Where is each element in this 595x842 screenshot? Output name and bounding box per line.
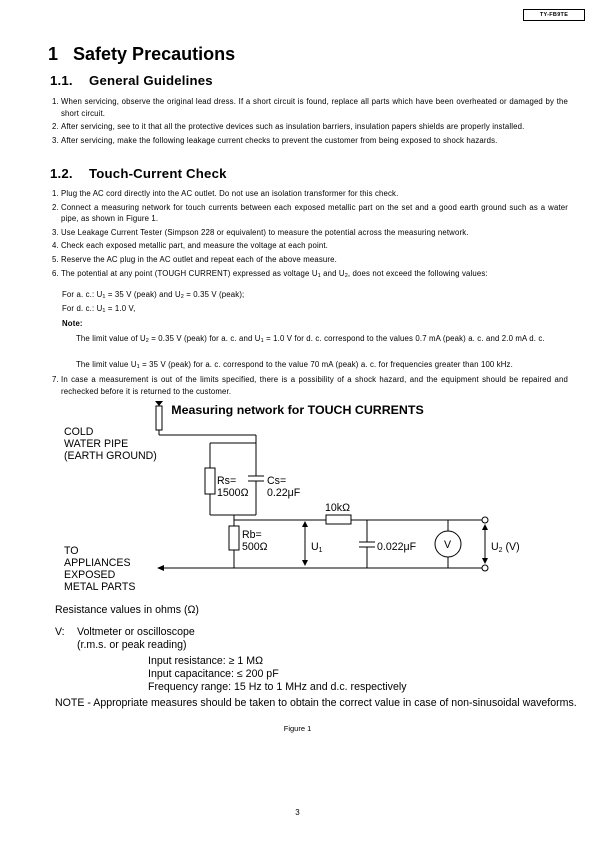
note-label: Note: bbox=[62, 319, 83, 328]
water-pipe-probe bbox=[156, 406, 162, 430]
list-item: 3. Use Leakage Current Tester (Simpson 228 or equivalent) to measure the potential across the measuring network. bbox=[52, 227, 469, 237]
figure-caption: Figure 1 bbox=[283, 724, 312, 733]
label-rs: Rs= bbox=[217, 475, 237, 487]
u1-arrow-head-bottom bbox=[302, 560, 308, 566]
input-capacitance: Input capacitance: ≤ 200 pF bbox=[148, 668, 279, 680]
u2-arrow-head-top bbox=[482, 524, 488, 530]
voltmeter-label: V: bbox=[55, 626, 65, 638]
label-earth-ground: (EARTH GROUND) bbox=[64, 450, 157, 462]
terminal-u2-top bbox=[482, 517, 488, 523]
list-item: 2. Connect a measuring network for touch currents between each exposed metallic part on the set and a good earth ground such as a water pipe, as shown in Figure 1. bbox=[52, 202, 568, 224]
list-item: 7. In case a measurement is out of the limits specified, there is a possibility of a shock hazard, and the equipment should be repaired and rechecked before it is returned to the customer. bbox=[52, 375, 568, 396]
heading-number: 1.2. bbox=[50, 166, 73, 181]
terminal-u2-bottom bbox=[482, 565, 488, 571]
voltmeter-desc-2: (r.m.s. or peak reading) bbox=[77, 639, 187, 651]
label-voltmeter: V bbox=[444, 539, 452, 551]
label-rb-value: 500Ω bbox=[242, 541, 268, 553]
heading-number: 1.1. bbox=[50, 73, 73, 88]
probe-tip bbox=[155, 401, 163, 406]
u1-arrow-head-top bbox=[302, 521, 308, 527]
list-item: 6. The potential at any point (TOUGH CURRENT) expressed as voltage $U_1$ and $U_2$, does not exceed the following values: bbox=[52, 268, 488, 279]
note-text-1: The limit value of $U_2 = 0.35$ V (peak) for a. c. and $U_1 = 1.0$ V for d. c. correspond to the values 0.7 mA (peak) a. c. and 2.0 mA d. c. bbox=[76, 334, 545, 344]
label-cs-value: 0.22μF bbox=[267, 487, 301, 499]
model-number-tag: TY-FB9TE bbox=[523, 9, 585, 21]
label-appliances: APPLIANCES bbox=[64, 557, 131, 569]
waveform-note: NOTE - Appropriate measures should be taken to obtain the correct value in case of non-sinusoidal waveforms. bbox=[55, 697, 577, 709]
label-metal-parts: METAL PARTS bbox=[64, 581, 136, 593]
label-to: TO bbox=[64, 545, 79, 557]
list-item: 2. After servicing, see to it that all the protective devices such as insulation barriers, insulation papers shields are properly installed. bbox=[52, 122, 525, 132]
resistor-10k bbox=[326, 515, 351, 524]
label-rs-value: 1500Ω bbox=[217, 487, 249, 499]
section-title-text: Safety Precautions bbox=[73, 44, 236, 64]
heading-text: General Guidelines bbox=[89, 73, 213, 88]
frequency-range: Frequency range: 15 Hz to 1 MHz and d.c. respectively bbox=[148, 681, 407, 693]
label-exposed: EXPOSED bbox=[64, 569, 116, 581]
resistance-note: Resistance values in ohms (Ω) bbox=[55, 604, 199, 616]
heading-text: Touch-Current Check bbox=[89, 166, 227, 181]
diagram-title: Measuring network for TOUCH CURRENTS bbox=[171, 403, 424, 417]
voltmeter-desc: Voltmeter or oscilloscope bbox=[77, 626, 195, 638]
label-c2: 0.022μF bbox=[377, 541, 417, 553]
list-item: 5. Reserve the AC plug in the AC outlet and repeat each of the above measure. bbox=[52, 254, 337, 264]
dc-limit-line: For d. c.: $U_1 = 1.0$ V, bbox=[62, 304, 136, 314]
resistor-rs bbox=[205, 468, 215, 494]
list-item: 1. When servicing, observe the original lead dress. If a short circuit is found, replace all parts which have been overheated or damaged by the short circuit. bbox=[52, 97, 568, 118]
label-cs: Cs= bbox=[267, 475, 287, 487]
note-text-2: The limit value $U_1 = 35$ V (peak) for a. c. correspond to the value 70 mA (peak) a. c. for frequencies greater than 100 kHz. bbox=[76, 360, 513, 370]
section-number: 1 bbox=[48, 44, 59, 64]
list-item: 4. Check each exposed metallic part, and measure the voltage at each point. bbox=[52, 241, 328, 251]
label-water-pipe: WATER PIPE bbox=[64, 438, 129, 450]
list-item: 1. Plug the AC cord directly into the AC outlet. Do not use an isolation transformer for this check. bbox=[52, 189, 399, 198]
u2-arrow-head-bottom bbox=[482, 558, 488, 564]
label-cold: COLD bbox=[64, 426, 94, 438]
appliances-arrow-head bbox=[157, 565, 164, 571]
page-number: 3 bbox=[295, 808, 300, 817]
label-10k: 10kΩ bbox=[325, 502, 350, 514]
resistor-rb bbox=[229, 526, 239, 550]
label-u2: U2 (V) bbox=[491, 541, 520, 554]
label-rb: Rb= bbox=[242, 529, 262, 541]
label-u1: U1 bbox=[311, 541, 323, 554]
input-resistance: Input resistance: ≥ 1 MΩ bbox=[148, 655, 264, 667]
list-item: 3. After servicing, make the following leakage current checks to prevent the customer from being exposed to shock hazards. bbox=[52, 135, 498, 145]
ac-limit-line: For a. c.: $U_1 = 35$ V (peak) and $U_2 = 0.35$ V (peak); bbox=[62, 290, 245, 300]
